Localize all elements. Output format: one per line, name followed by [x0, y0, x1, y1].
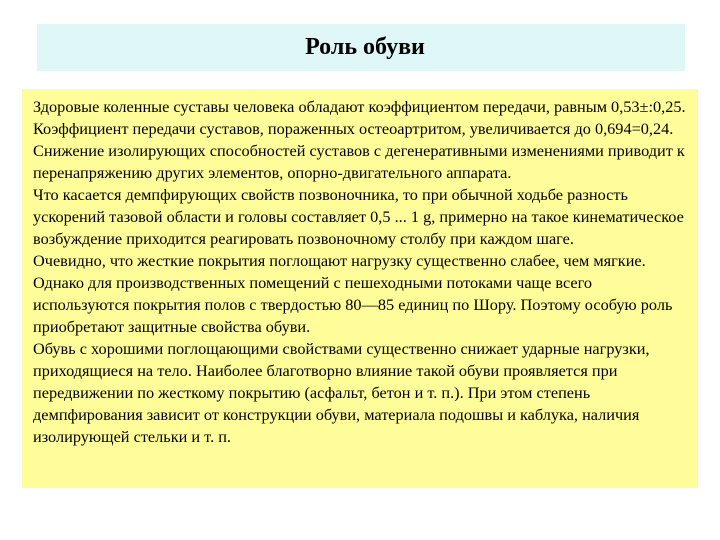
title-bar: [37, 24, 685, 71]
paragraph-floor-coverings: Очевидно, что жесткие покрытия поглощают нагрузку существенно слабее, чем мягкие. Однако для производственных помещений с пешеходными потоками чаще всего используются покрытия полов с твердостью 80—85 единиц по Шору. Поэтому особую роль приобретают защитные свойства обуви.: [33, 251, 673, 336]
body-text-box: [22, 89, 698, 488]
paragraph-spine-damping: Что касается демпфирующих свойств позвоночника, то при обычной ходьбе разность ускорений тазовой области и головы составляет 0,5 ... 1 g, примерно на такое кинематическое возбуждение приходится реагировать позвоночному столбу при каждом шаге.: [33, 185, 684, 248]
paragraph-footwear-properties: Обувь с хорошими поглощающими свойствами существенно снижает ударные нагрузки, приходящиеся на тело. Наиболее благотворно влияние такой обуви проявляется при передвижении по жесткому покрытию (асфальт, бетон и т. п.). При этом степень демпфирования зависит от конструкции обуви, материала подошвы и каблука, наличия изолирующей стельки и т. п.: [33, 339, 650, 446]
paragraph-knee-joints: Здоровые коленные суставы человека обладают коэффициентом передачи, равным 0,53±:0,25. Коэффициент передачи суставов, пораженных остеоартритом, увеличивается до 0,694=0,24. Снижение изолирующих способностей суставов с дегенеративными изменениями приводит к перенапряжению других элементов, опорно-двигательного аппарата.: [33, 97, 686, 182]
slide-title: Роль обуви: [305, 34, 425, 60]
